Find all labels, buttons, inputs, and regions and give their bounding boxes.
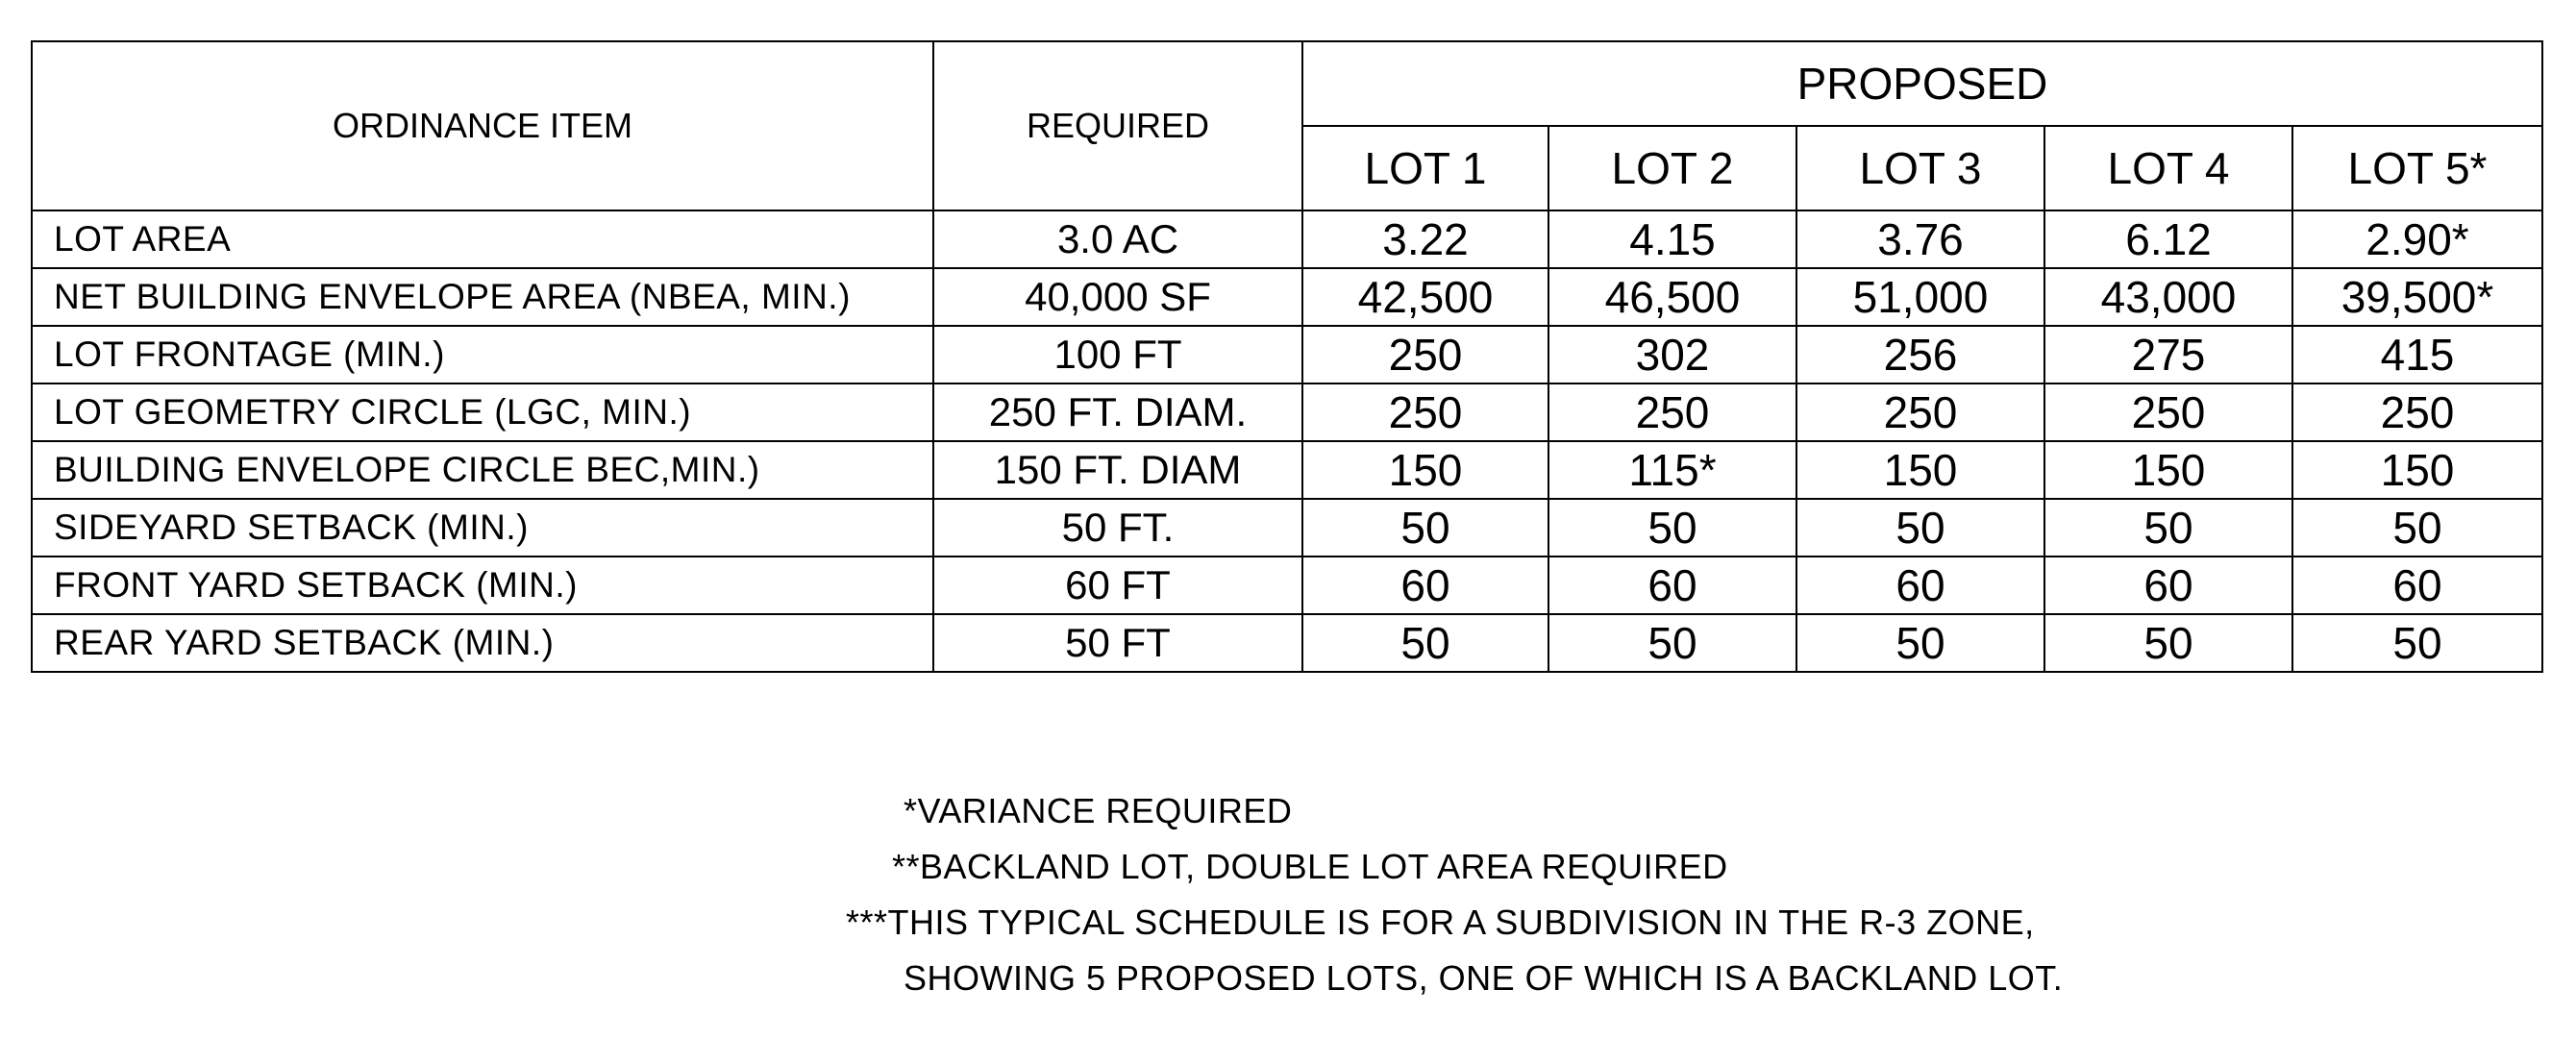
required-cell: 100 FT <box>933 326 1302 383</box>
lot-value-cell: 50 <box>1548 499 1796 557</box>
ordinance-item-cell: SIDEYARD SETBACK (MIN.) <box>32 499 933 557</box>
lot-value-cell: 250 <box>2292 383 2542 441</box>
lot-value-cell: 50 <box>2044 614 2292 672</box>
lot-value-cell: 115* <box>1548 441 1796 499</box>
header-proposed: PROPOSED <box>1302 41 2542 126</box>
lot-value-cell: 150 <box>2044 441 2292 499</box>
lot-value-cell: 50 <box>2044 499 2292 557</box>
required-cell: 60 FT <box>933 557 1302 614</box>
ordinance-item-cell: FRONT YARD SETBACK (MIN.) <box>32 557 933 614</box>
header-lot-2: LOT 2 <box>1548 126 1796 210</box>
required-cell: 150 FT. DIAM <box>933 441 1302 499</box>
lot-value-cell: 60 <box>2292 557 2542 614</box>
lot-value-cell: 60 <box>2044 557 2292 614</box>
lot-value-cell: 250 <box>1548 383 1796 441</box>
lot-value-cell: 3.76 <box>1796 210 2044 268</box>
table-row <box>32 614 2542 672</box>
lot-value-cell: 250 <box>1796 383 2044 441</box>
zoning-schedule-table <box>31 40 2543 673</box>
table-row <box>32 268 2542 326</box>
table-header-row <box>32 41 2542 126</box>
header-ordinance-item: ORDINANCE ITEM <box>32 41 933 210</box>
header-lot-5: LOT 5* <box>2292 126 2542 210</box>
header-required: REQUIRED <box>933 41 1302 210</box>
lot-value-cell: 46,500 <box>1548 268 1796 326</box>
lot-value-cell: 302 <box>1548 326 1796 383</box>
lot-value-cell: 51,000 <box>1796 268 2044 326</box>
ordinance-item-cell: BUILDING ENVELOPE CIRCLE BEC,MIN.) <box>32 441 933 499</box>
lot-value-cell: 2.90* <box>2292 210 2542 268</box>
lot-value-cell: 6.12 <box>2044 210 2292 268</box>
lot-value-cell: 43,000 <box>2044 268 2292 326</box>
required-cell: 250 FT. DIAM. <box>933 383 1302 441</box>
lot-value-cell: 250 <box>1302 383 1548 441</box>
header-lot-4: LOT 4 <box>2044 126 2292 210</box>
lot-value-cell: 50 <box>1302 499 1548 557</box>
table-row <box>32 383 2542 441</box>
footnote-schedule: ***THIS TYPICAL SCHEDULE IS FOR A SUBDIVISION IN THE R-3 ZONE, <box>846 903 2035 942</box>
lot-value-cell: 60 <box>1548 557 1796 614</box>
footnotes <box>846 783 2063 1006</box>
lot-value-cell: 150 <box>1796 441 2044 499</box>
footnote-variance: *VARIANCE REQUIRED <box>904 791 1293 830</box>
lot-value-cell: 42,500 <box>1302 268 1548 326</box>
ordinance-item-cell: LOT AREA <box>32 210 933 268</box>
header-lot-1: LOT 1 <box>1302 126 1548 210</box>
header-lot-3: LOT 3 <box>1796 126 2044 210</box>
ordinance-item-cell: REAR YARD SETBACK (MIN.) <box>32 614 933 672</box>
lot-value-cell: 60 <box>1302 557 1548 614</box>
lot-value-cell: 150 <box>2292 441 2542 499</box>
lot-value-cell: 50 <box>1796 499 2044 557</box>
lot-value-cell: 256 <box>1796 326 2044 383</box>
ordinance-item-cell: NET BUILDING ENVELOPE AREA (NBEA, MIN.) <box>32 268 933 326</box>
required-cell: 40,000 SF <box>933 268 1302 326</box>
lot-value-cell: 415 <box>2292 326 2542 383</box>
table-row <box>32 326 2542 383</box>
lot-value-cell: 39,500* <box>2292 268 2542 326</box>
ordinance-item-cell: LOT GEOMETRY CIRCLE (LGC, MIN.) <box>32 383 933 441</box>
table-row <box>32 210 2542 268</box>
lot-value-cell: 50 <box>1548 614 1796 672</box>
ordinance-item-cell: LOT FRONTAGE (MIN.) <box>32 326 933 383</box>
lot-value-cell: 3.22 <box>1302 210 1548 268</box>
lot-value-cell: 250 <box>2044 383 2292 441</box>
required-cell: 3.0 AC <box>933 210 1302 268</box>
footnote-backland: **BACKLAND LOT, DOUBLE LOT AREA REQUIRED <box>892 847 1728 886</box>
lot-value-cell: 4.15 <box>1548 210 1796 268</box>
lot-value-cell: 275 <box>2044 326 2292 383</box>
required-cell: 50 FT. <box>933 499 1302 557</box>
lot-value-cell: 250 <box>1302 326 1548 383</box>
footnote-schedule-cont: SHOWING 5 PROPOSED LOTS, ONE OF WHICH IS A BACKLAND LOT. <box>904 958 2064 998</box>
lot-value-cell: 50 <box>2292 614 2542 672</box>
lot-value-cell: 50 <box>2292 499 2542 557</box>
table-row <box>32 557 2542 614</box>
lot-value-cell: 150 <box>1302 441 1548 499</box>
lot-value-cell: 50 <box>1302 614 1548 672</box>
lot-value-cell: 50 <box>1796 614 2044 672</box>
required-cell: 50 FT <box>933 614 1302 672</box>
lot-value-cell: 60 <box>1796 557 2044 614</box>
table-row <box>32 499 2542 557</box>
table-row <box>32 441 2542 499</box>
